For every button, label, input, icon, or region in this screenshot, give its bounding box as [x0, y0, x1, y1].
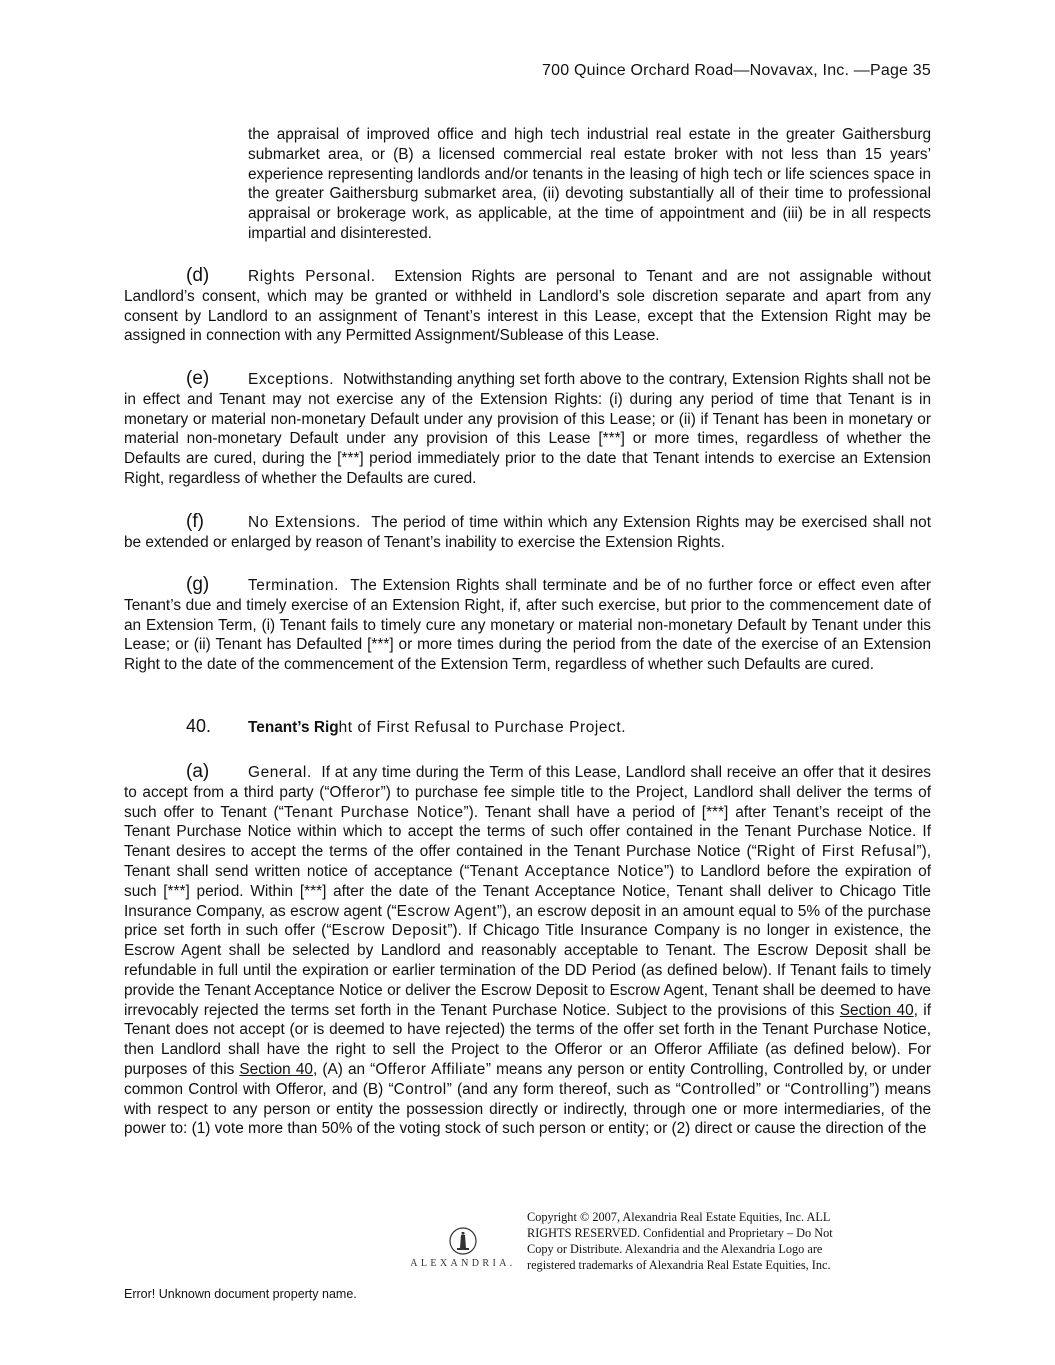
paragraph-text: Extension Rights are personal to Tenant and are not assignable without Landlord’s consent, which may be granted or withheld in Landlord’s sole discretion separate and apart from any consent by Landlord to an assignment of Tenant’s interest in this Lease, except that the Extension Right may be assigned in connection with any Permitted Assignment/Sublease of this Lease. — [124, 268, 931, 345]
paragraph-text: ”). If Chicago Title Insurance Company is no longer in existence, the Escrow Agent shall be selected by Landlord and reasonably acceptable to Tenant. The Escrow Deposit shall be refundable in full until the expiration or earlier termination of the DD Period (as defined below). If Tenant fails to timely provide the Tenant Acceptance Notice or deliver the Escrow Deposit to Escrow Agent, Tenant shall be deemed to have irrevocably rejected the terms set forth in the Tenant Purchase Notice. Subject to the provisions of this — [124, 922, 931, 1019]
document-property-error: Error! Unknown document property name. — [124, 1287, 357, 1301]
defined-term: Offeror — [329, 783, 381, 801]
section-title-rest: ht of First Refusal to Purchase Project. — [338, 719, 627, 736]
copyright-line: Copy or Distribute. Alexandria and the Alexandria Logo are — [527, 1242, 823, 1256]
paragraph-text: , if Tenant does not accept (or is deemed to have rejected) the terms of the offer set forth in the Tenant Purchase Notice, then Landlord shall have the right to sell the Project to the Offeror or an Offeror Affiliate (as defined below). For purposes of this — [124, 1001, 931, 1078]
paragraph-number: (g) — [186, 574, 210, 595]
paragraph-heading: Exceptions. — [248, 371, 335, 388]
defined-term: Right of First Refusal — [756, 843, 917, 861]
defined-term: Tenant Purchase Notice — [283, 803, 464, 821]
defined-term: Controlling — [790, 1080, 870, 1098]
paragraph-f — [124, 512, 931, 553]
paragraph-text: ” (and any form thereof, such as “ — [446, 1080, 681, 1098]
paragraph-text: ”), an escrow deposit in an amount equal to 5% of the purchase price set forth in such offer (“ — [124, 902, 931, 940]
paragraph-text: The period of time within which any Extension Rights may be exercised shall not be extended or enlarged by reason of Tenant’s inability to exercise the Extension Rights. — [124, 514, 931, 551]
paragraph-heading: Rights Personal. — [248, 268, 376, 285]
paragraph-number: (a) — [186, 761, 210, 782]
defined-term: Controlled — [680, 1080, 756, 1098]
paragraph-text: , (A) an “ — [312, 1060, 376, 1078]
defined-term: Control — [393, 1080, 447, 1098]
continuation-paragraph: the appraisal of improved office and high tech industrial real estate in the greater Gaithersburg submarket area, or (B) a licensed commercial real estate broker with not less than 15 years’ experience representing landlords and/or tenants in the leasing of high tech or life sciences space in the greater Gaithersburg submarket area, (ii) devoting substantially all of their time to professional appraisal or brokerage work, as applicable, at the time of appointment and (iii) be in all respects impartial and disinterested. — [248, 126, 931, 242]
alexandria-lighthouse-icon — [448, 1226, 478, 1256]
paragraph-number: (e) — [186, 368, 210, 389]
alexandria-logo — [407, 1226, 519, 1269]
paragraph-text: Notwithstanding anything set forth above to the contrary, Extension Rights shall not be in effect and Tenant may not exercise any of the Extension Rights: (i) during any period of time that Tenant is in monetary or material non-monetary Default under any provision of this Lease; or (ii) if Tenant has been in monetary or material non-monetary Default under any provision of this Lease [***] or more times, regardless of whether the Defaults are cured, during the [***] period immediately prior to the date that Tenant intends to exercise an Extension Right, regardless of whether the Defaults are cured. — [124, 371, 931, 487]
paragraph-d — [124, 266, 931, 346]
section-reference: Section 40 — [239, 1060, 313, 1078]
paragraph-text: ”) to Landlord before the expiration of such [***] period. Within [***] after the date of the Tenant Acceptance Notice, Tenant shall deliver to Chicago Title Insurance Company, as escrow agent (“ — [124, 862, 932, 920]
paragraph-heading: No Extensions. — [248, 514, 361, 531]
section-title-bold: Tenant’s Rig — [248, 719, 339, 736]
defined-term: Escrow Agent — [396, 902, 497, 920]
copyright-notice — [527, 1209, 887, 1273]
paragraph-text: ” means any person or entity Controlling, Controlled by, or under common Control with Offeror, and (B) “ — [124, 1060, 931, 1098]
paragraph-text: ” or “ — [755, 1080, 791, 1098]
paragraph-text: ”), Tenant shall send written notice of acceptance (“ — [124, 843, 931, 880]
paragraph-heading: Termination. — [248, 577, 340, 594]
paragraph-text: ”) means with respect to any person or entity the possession directly or indirectly, through one or more intermediaries, of the power to: (1) vote more than 50% of the voting stock of such person or entity; or (2) direct or cause the direction of the — [124, 1080, 931, 1138]
paragraph-a — [124, 762, 931, 1139]
paragraph-number: (f) — [186, 511, 204, 532]
paragraph-number: (d) — [186, 265, 210, 286]
section-reference: Section 40 — [839, 1001, 914, 1019]
defined-term: Offeror Affiliate — [375, 1060, 486, 1078]
defined-term: Tenant Acceptance Notice — [469, 862, 664, 880]
page-header: 700 Quince Orchard Road—Novavax, Inc. —Page 35 — [542, 62, 931, 79]
paragraph-heading: General. — [248, 764, 312, 781]
section-number: 40. — [186, 716, 212, 736]
paragraph-text: ”) to purchase fee simple title to the Project, Landlord shall deliver the terms of such offer to Tenant (“ — [124, 783, 931, 821]
paragraph-text: ”). Tenant shall have a period of [***] after Tenant’s receipt of the Tenant Purchase Notice within which to accept the terms of such offer contained in the Tenant Purchase Notice. If Tenant desires to accept the terms of the offer contained in the Tenant Purchase Notice (“ — [124, 803, 931, 861]
copyright-line: registered trademarks of Alexandria Real Estate Equities, Inc. — [527, 1258, 831, 1272]
paragraph-g — [124, 575, 931, 675]
defined-term: Escrow Deposit — [331, 922, 448, 940]
paragraph-text: The Extension Rights shall terminate and be of no further force or effect even after Tenant’s due and timely exercise of an Extension Right, if, after such exercise, but prior to the commencement date of an Extension Term, (i) Tenant fails to timely cure any monetary or material non-monetary Default by Tenant under this Lease; or (ii) Tenant has Defaulted [***] or more times during the period from the date of the exercise of an Extension Right to the date of the commencement of the Extension Term, regardless of whether such Defaults are cured. — [124, 577, 931, 674]
logo-wordmark: ALEXANDRIA. — [410, 1258, 516, 1269]
paragraph-e — [124, 369, 931, 489]
copyright-line: RIGHTS RESERVED. Confidential and Proprietary – Do Not — [527, 1226, 833, 1240]
paragraph-text: If at any time during the Term of this Lease, Landlord shall receive an offer that it desires to accept from a third party (“ — [124, 764, 931, 801]
copyright-line: Copyright © 2007, Alexandria Real Estate Equities, Inc. ALL — [527, 1210, 831, 1224]
section-40-title — [124, 716, 626, 737]
